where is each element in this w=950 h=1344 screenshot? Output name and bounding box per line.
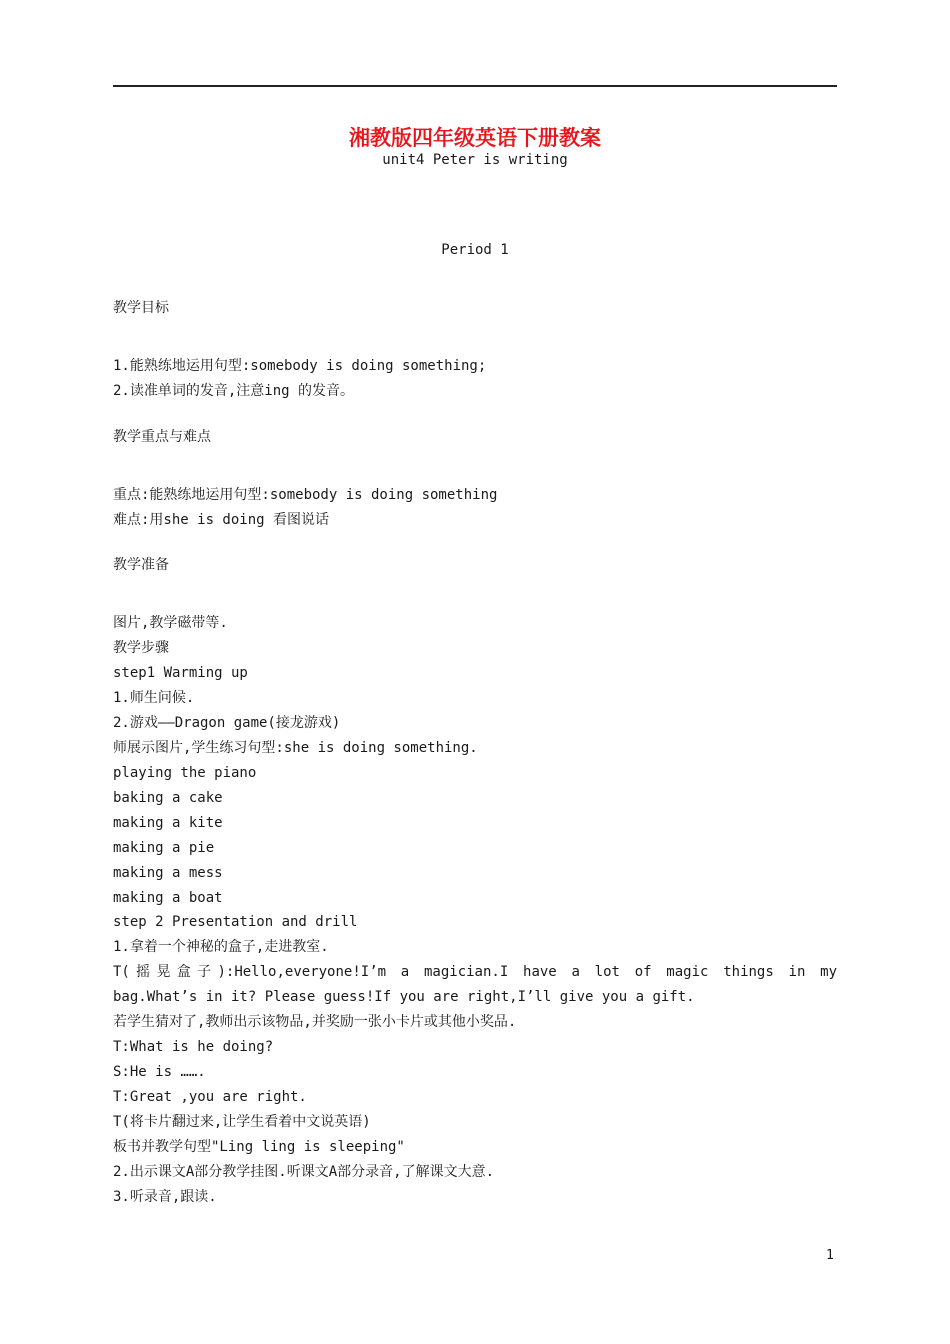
preparation-materials: 图片,教学磁带等. <box>113 615 228 631</box>
step-item: 1.师生问候. <box>113 690 195 706</box>
step2-title: step 2 Presentation and drill <box>113 914 358 930</box>
step2-line: S:He is ……. <box>113 1064 206 1080</box>
preparation-heading: 教学准备 <box>113 557 169 573</box>
key-points-heading: 教学重点与难点 <box>113 429 211 445</box>
phrase-item: making a boat <box>113 890 223 906</box>
phrase-item: baking a cake <box>113 790 223 806</box>
step2-line: 板书并教学句型"Ling ling is sleeping" <box>113 1139 405 1155</box>
page-number: 1 <box>826 1248 834 1263</box>
step2-line: T(摇晃盒子):Hello,everyone!I’m a magician.I have a lot of magic things in my <box>113 964 837 980</box>
period-heading: Period 1 <box>441 242 509 258</box>
step1-title: step1 Warming up <box>113 665 248 681</box>
key-point: 重点:能熟练地运用句型:somebody is doing something <box>113 487 498 503</box>
step2-line: 1.拿着一个神秘的盒子,走进教室. <box>113 939 329 955</box>
objective-item: 2.读准单词的发音,注意ing 的发音。 <box>113 383 355 399</box>
difficulty-point: 难点:用she is doing 看图说话 <box>113 512 330 528</box>
step2-line: bag.What’s in it? Please guess!If you are right,I’ll give you a gift. <box>113 989 695 1005</box>
step2-line: 3.听录音,跟读. <box>113 1189 217 1205</box>
phrase-item: making a mess <box>113 865 223 881</box>
document-subtitle: unit4 Peter is writing <box>382 152 568 168</box>
phrase-item: making a kite <box>113 815 223 831</box>
document-title: 湘教版四年级英语下册教案 <box>349 125 601 150</box>
step2-line: T(将卡片翻过来,让学生看着中文说英语) <box>113 1114 371 1130</box>
step-item: 师展示图片,学生练习句型:she is doing something. <box>113 740 478 756</box>
steps-heading: 教学步骤 <box>113 640 169 656</box>
header-rule <box>113 85 837 87</box>
phrase-item: making a pie <box>113 840 215 856</box>
step2-line: 若学生猜对了,教师出示该物品,并奖励一张小卡片或其他小奖品. <box>113 1014 517 1030</box>
step2-line: T:What is he doing? <box>113 1039 274 1055</box>
phrase-item: playing the piano <box>113 765 257 781</box>
objectives-heading: 教学目标 <box>113 300 169 316</box>
step2-line: 2.出示课文A部分教学挂图.听课文A部分录音,了解课文大意. <box>113 1164 494 1180</box>
objective-item: 1.能熟练地运用句型:somebody is doing something; <box>113 358 487 374</box>
step-item: 2.游戏——Dragon game(接龙游戏) <box>113 715 341 731</box>
step2-line: T:Great ,you are right. <box>113 1089 307 1105</box>
